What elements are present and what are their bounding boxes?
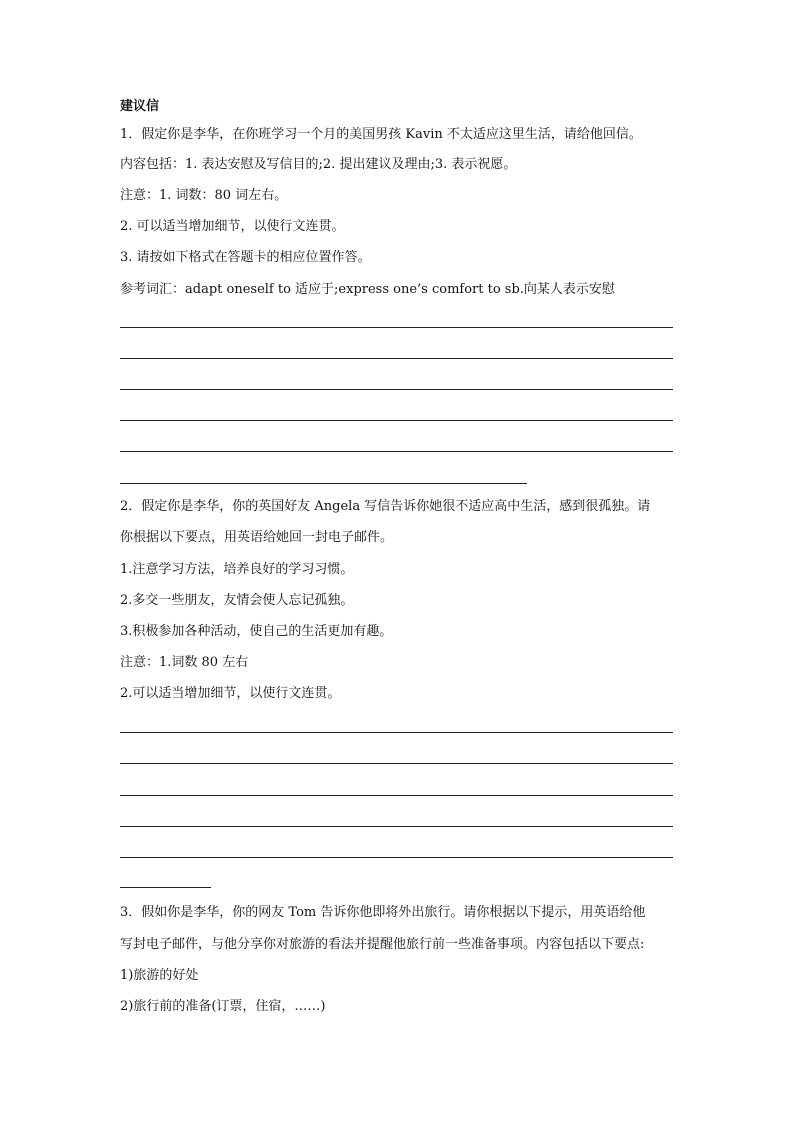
q1-note-1: 注意：1. 词数：80 词左右。 [120, 188, 288, 203]
q1-prompt: 1．假定你是李华，在你班学习一个月的美国男孩 Kavin 不太适应这里生活，请给他回信。 [120, 127, 642, 142]
q2-prompt-line-1: 2．假定你是李华，你的英国好友 Angela 写信告诉你她很不适应高中生活，感到很孤独。请 [120, 499, 651, 514]
q2-point-3: 3.积极参加各种活动，使自己的生活更加有趣。 [120, 624, 393, 639]
section-title: 建议信 [120, 99, 160, 114]
q2-note-1: 注意：1.词数 80 左右 [120, 655, 249, 670]
q1-answer-line-2 [120, 358, 673, 359]
q1-note-2: 2. 可以适当增加细节，以使行文连贯。 [120, 219, 345, 234]
q2-answer-line-1 [120, 732, 673, 733]
q2-answer-line-3 [120, 795, 673, 796]
q1-answer-line-1 [120, 327, 673, 328]
q2-answer-line-5 [120, 857, 673, 858]
q3-prompt-line-2: 写封电子邮件，与他分享你对旅游的看法并提醒他旅行前一些准备事项。内容包括以下要点: [120, 937, 645, 952]
q2-answer-line-2 [120, 763, 673, 764]
q2-point-1: 1.注意学习方法，培养良好的学习习惯。 [120, 562, 354, 577]
q2-point-2: 2.多交一些朋友，友情会使人忘记孤独。 [120, 593, 354, 608]
q2-note-2: 2.可以适当增加细节，以使行文连贯。 [120, 686, 341, 701]
q1-answer-line-4 [120, 420, 673, 421]
q1-answer-line-5 [120, 451, 673, 452]
q1-answer-line-6 [120, 483, 527, 484]
q1-vocab: 参考词汇：adapt oneself to 适应于;express one’s comfort to sb.向某人表示安慰 [120, 282, 615, 297]
q2-answer-line-6 [120, 887, 211, 888]
q3-point-2: 2)旅行前的准备(订票，住宿，……) [120, 999, 326, 1014]
q3-point-1: 1)旅游的好处 [120, 968, 199, 983]
q1-answer-line-3 [120, 389, 673, 390]
q2-answer-line-4 [120, 826, 673, 827]
q3-prompt-line-1: 3．假如你是李华，你的网友 Tom 告诉你他即将外出旅行。请你根据以下提示，用英语给他 [120, 905, 646, 920]
q1-content: 内容包括：1. 表达安慰及写信目的;2. 提出建议及理由;3. 表示祝愿。 [120, 157, 517, 172]
q1-note-3: 3. 请按如下格式在答题卡的相应位置作答。 [120, 250, 371, 265]
q2-prompt-line-2: 你根据以下要点，用英语给她回一封电子邮件。 [120, 530, 394, 545]
